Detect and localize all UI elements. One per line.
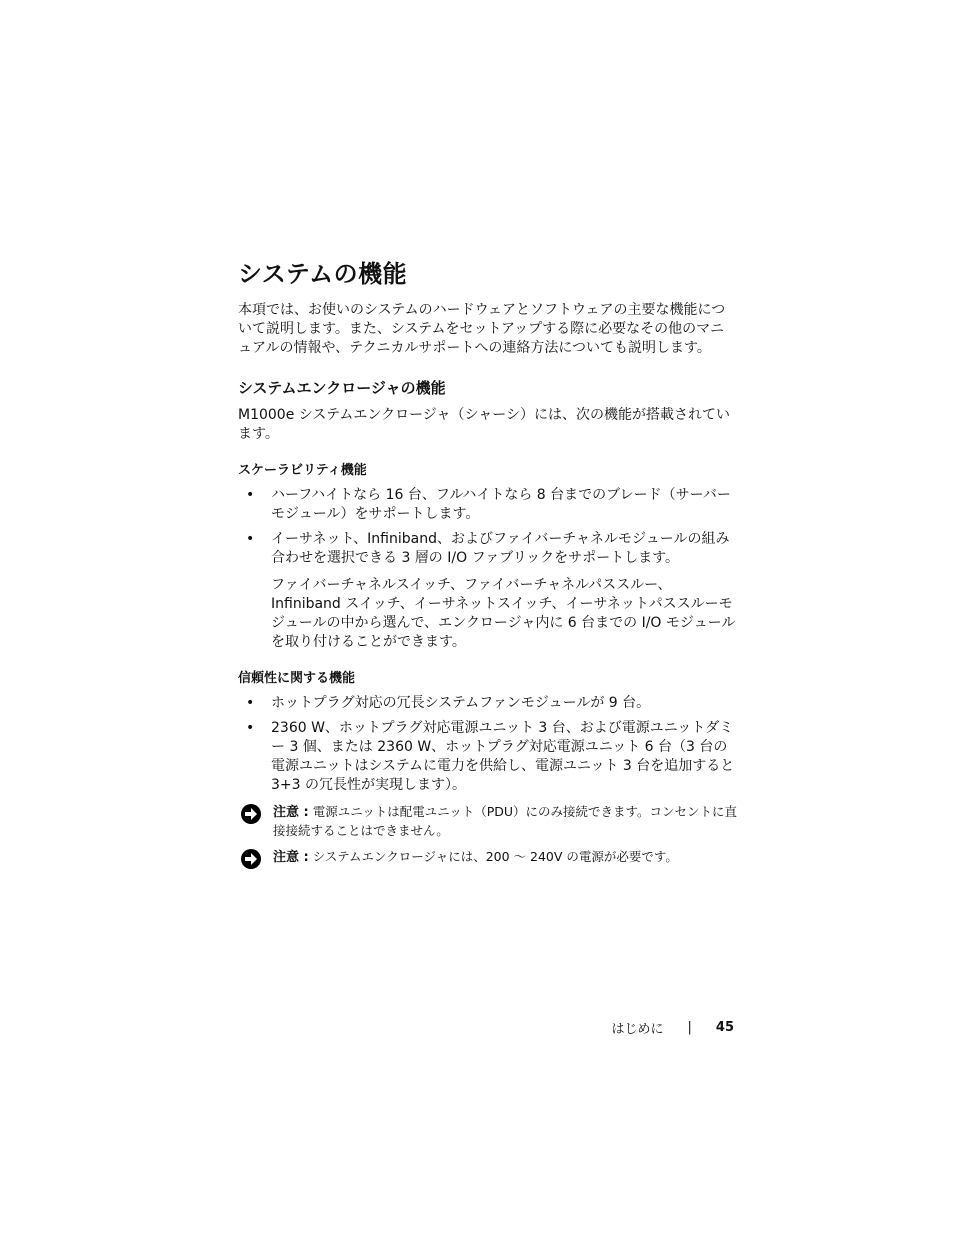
- notice-label: 注意 :: [273, 805, 309, 820]
- scalability-heading: スケーラビリティ機能: [238, 463, 367, 478]
- list-item-text: ハーフハイトなら 16 台、フルハイトなら 8 台までのブレード（サーバーモジュール）をサポートします。: [271, 487, 731, 522]
- intro-paragraph: 本項では、お使いのシステムのハードウェアとソフトウェアの主要な機能について説明します。また、システムをセットアップする際に必要なその他のマニュアルの情報や、テクニカルサポートへの連絡方法についても説明します。: [238, 302, 726, 356]
- notice-arrow-icon: [240, 803, 262, 825]
- bullet: •: [246, 720, 255, 736]
- reliability-list: [238, 694, 738, 795]
- bullet: •: [246, 695, 255, 711]
- section-paragraph: M1000e システムエンクロージャ（シャーシ）には、次の機能が搭載されています。: [238, 407, 730, 442]
- page-footer: [612, 1018, 735, 1037]
- notice: [238, 803, 738, 840]
- footer-section-name: はじめに: [611, 1022, 664, 1037]
- list-item-text: イーサネット、Infiniband、およびファイバーチャネルモジュールの組み合わせを選択できる 3 層の I/O ファブリックをサポートします。: [271, 531, 730, 566]
- footer-separator: |: [687, 1020, 692, 1035]
- scalability-list: [238, 486, 738, 568]
- bullet: •: [246, 531, 255, 547]
- list-item-text: 2360 W、ホットプラグ対応電源ユニット 3 台、および電源ユニットダミー 3 個、または 2360 W、ホットプラグ対応電源ユニット 6 台（3 台の電源ユニットはシステムに電力を供給し、電源ユニット 3 台を追加すると 3+3 の冗長性が実現します）。: [271, 720, 735, 793]
- scalability-extra-paragraph: ファイバーチャネルスイッチ、ファイバーチャネルパススルー、Infiniband スイッチ、イーサネットスイッチ、イーサネットパススルーモジュールの中から選んで、エンクロージャ内に 6 台までの I/O モジュールを取り付けることができます。: [271, 577, 736, 650]
- bullet: •: [246, 487, 255, 503]
- notice-label: 注意 :: [273, 850, 309, 865]
- notice-arrow-icon: [240, 848, 262, 870]
- page-number: 45: [715, 1020, 734, 1035]
- list-item: [238, 530, 738, 568]
- list-item: [238, 486, 738, 524]
- section-heading: システムエンクロージャの機能: [238, 379, 446, 397]
- page-title: システムの機能: [238, 260, 408, 288]
- notice: [238, 848, 738, 867]
- notice-text: システムエンクロージャには、200 〜 240V の電源が必要です。: [312, 849, 678, 864]
- notice-text: 電源ユニットは配電ユニット（PDU）にのみ接続できます。コンセントに直接接続することはできません。: [273, 804, 738, 838]
- reliability-heading: 信頼性に関する機能: [238, 671, 356, 686]
- list-item-text: ホットプラグ対応の冗長システムファンモジュールが 9 台。: [271, 695, 651, 711]
- page-content: [238, 258, 738, 867]
- list-item: [238, 719, 738, 795]
- list-item: [238, 694, 738, 713]
